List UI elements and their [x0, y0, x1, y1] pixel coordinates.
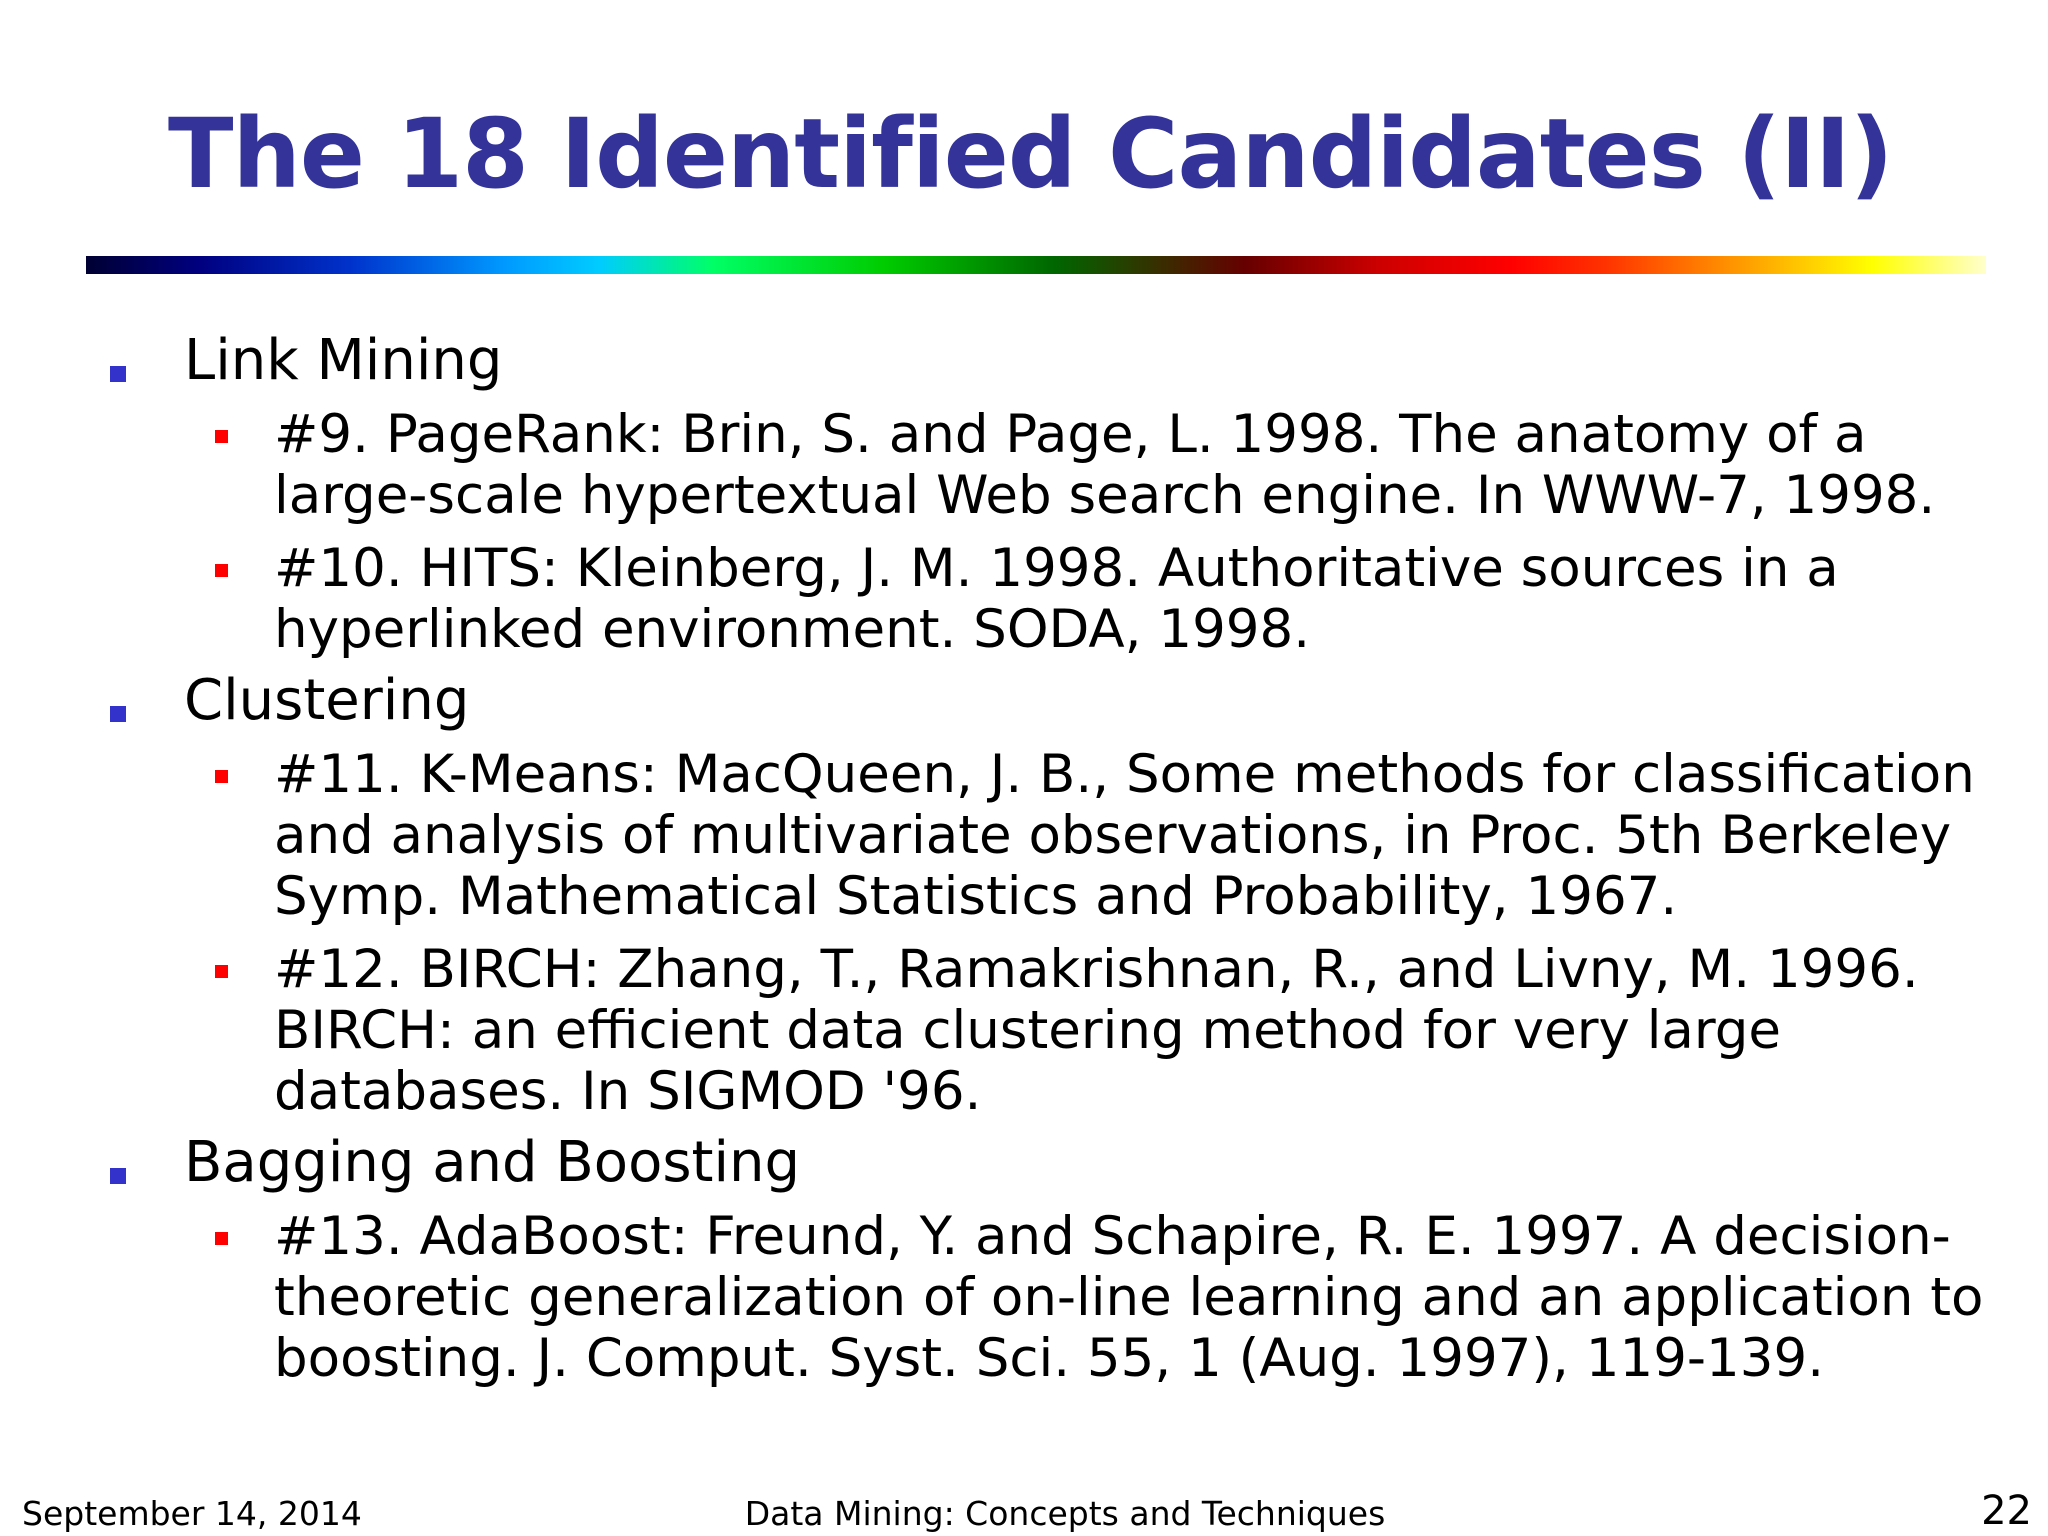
footer-course-title: Data Mining: Concepts and Techniques — [744, 1494, 1386, 1533]
reference-item-kmeans — [0, 744, 1994, 927]
reference-text: #13. AdaBoost: Freund, Y. and Schapire, R. E. 1997. A decision-theoretic generalization of on-line learning and an application to boosting. J. Comput. Syst. Sci. 55, 1 (Aug. 1997), 119-139. — [274, 1206, 1984, 1389]
reference-text: #9. PageRank: Brin, S. and Page, L. 1998. The anatomy of a large-scale hypertextual Web search engine. In WWW-7, 1998. — [274, 404, 1936, 526]
square-bullet-icon — [110, 1168, 126, 1184]
square-bullet-icon — [215, 965, 228, 978]
footer-date: September 14, 2014 — [22, 1494, 362, 1533]
reference-item-pagerank — [0, 404, 1994, 526]
section-heading-bagging-boosting — [0, 1132, 2048, 1194]
section-heading-link-mining — [0, 330, 2048, 392]
reference-item-hits — [0, 538, 1994, 660]
square-bullet-icon — [215, 1232, 228, 1245]
section-heading-label: Bagging and Boosting — [184, 1130, 801, 1195]
square-bullet-icon — [215, 430, 228, 443]
reference-item-adaboost — [0, 1206, 1994, 1389]
reference-text: #11. K-Means: MacQueen, J. B., Some methods for classification and analysis of multivariate observations, in Proc. 5th Berkeley Symp. Mathematical Statistics and Probability, 1967. — [274, 744, 1975, 927]
square-bullet-icon — [215, 770, 228, 783]
section-heading-label: Link Mining — [184, 328, 503, 393]
square-bullet-icon — [215, 564, 228, 577]
section-heading-clustering — [0, 670, 2048, 732]
square-bullet-icon — [110, 366, 126, 382]
reference-text: #10. HITS: Kleinberg, J. M. 1998. Authoritative sources in a hyperlinked environment. SODA, 1998. — [274, 538, 1839, 660]
slide-content — [0, 330, 2048, 1389]
gradient-divider — [86, 256, 1986, 274]
slide-number: 22 — [1981, 1488, 2032, 1534]
section-heading-label: Clustering — [184, 668, 470, 733]
reference-item-birch — [0, 939, 1994, 1122]
square-bullet-icon — [110, 706, 126, 722]
slide-title: The 18 Identified Candidates (II) — [168, 98, 1893, 210]
reference-text: #12. BIRCH: Zhang, T., Ramakrishnan, R., and Livny, M. 1996. BIRCH: an efficient data clustering method for very large databases. In SIGMOD '96. — [274, 939, 1919, 1122]
